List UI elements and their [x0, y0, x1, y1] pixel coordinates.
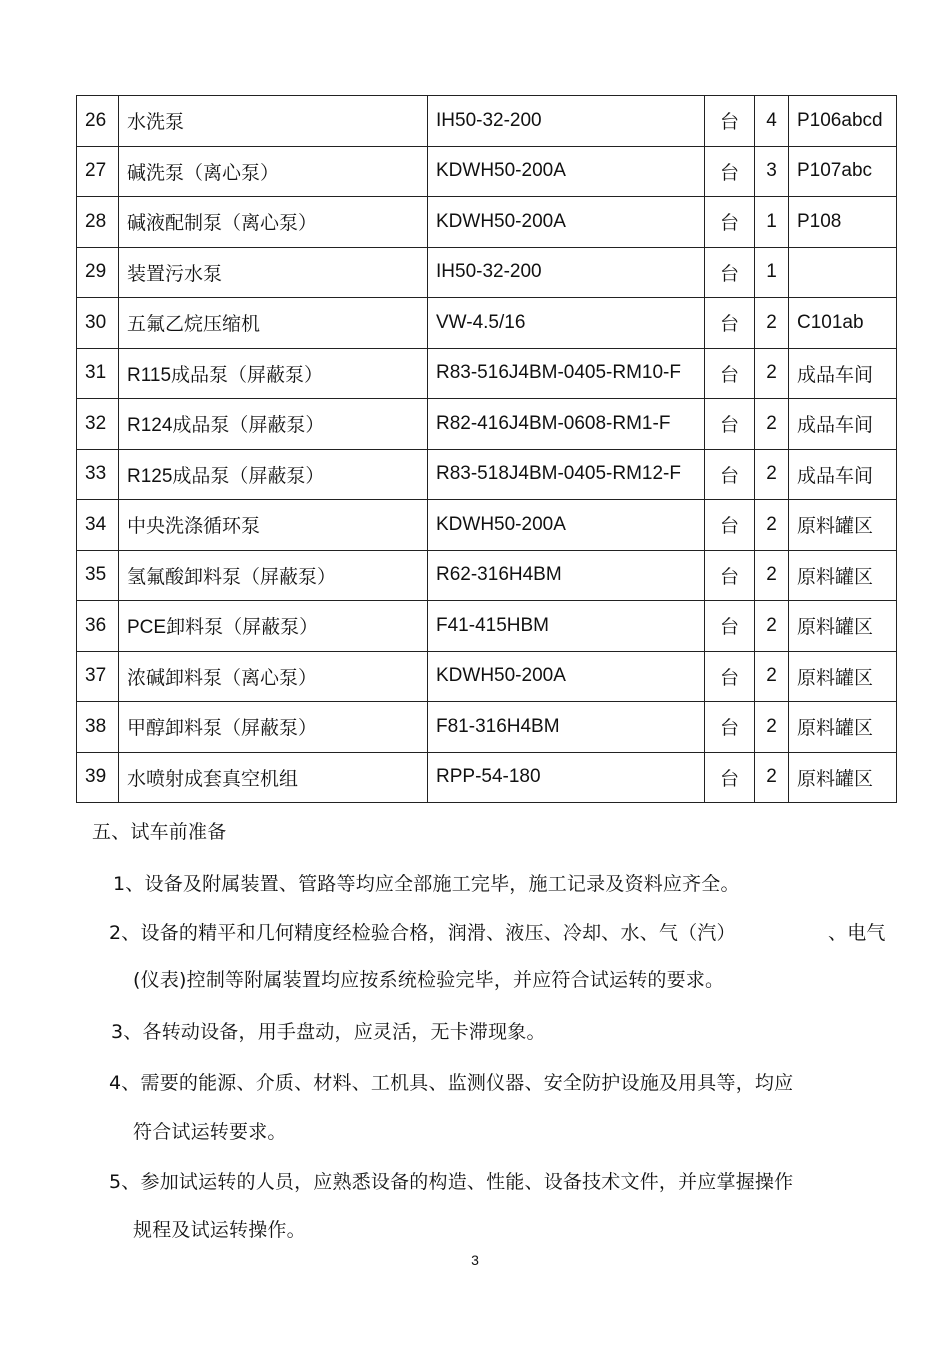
cell-name: PCE卸料泵（屏蔽泵） — [119, 601, 428, 652]
cell-unit: 台 — [705, 601, 755, 652]
cell-qty: 3 — [755, 146, 789, 197]
equipment-table-body — [77, 96, 897, 803]
cell-tag: P107abc — [789, 146, 897, 197]
cell-model: KDWH50-200A — [428, 500, 705, 551]
table-row — [77, 601, 897, 652]
cell-unit: 台 — [705, 752, 755, 803]
cell-no: 30 — [77, 298, 119, 349]
cell-unit: 台 — [705, 702, 755, 753]
table-row — [77, 752, 897, 803]
cell-unit: 台 — [705, 399, 755, 450]
cell-model: VW-4.5/16 — [428, 298, 705, 349]
prep-item-2-line-1-end: 、电气 — [828, 922, 886, 944]
cell-tag: 原料罐区 — [789, 651, 897, 702]
prep-item-2-line-1: 2、设备的精平和几何精度经检验合格，润滑、液压、冷却、水、气（汽） — [109, 922, 736, 944]
cell-name: R124成品泵（屏蔽泵） — [119, 399, 428, 450]
cell-tag: C101ab — [789, 298, 897, 349]
cell-qty: 2 — [755, 298, 789, 349]
cell-qty: 2 — [755, 550, 789, 601]
prep-item-5-line-2: 规程及试运转操作。 — [133, 1219, 306, 1241]
cell-model: R82-416J4BM-0608-RM1-F — [428, 399, 705, 450]
cell-tag: P108 — [789, 197, 897, 248]
table-row — [77, 651, 897, 702]
cell-no: 33 — [77, 449, 119, 500]
cell-no: 35 — [77, 550, 119, 601]
cell-name: 水喷射成套真空机组 — [119, 752, 428, 803]
cell-qty: 2 — [755, 449, 789, 500]
cell-no: 31 — [77, 348, 119, 399]
cell-unit: 台 — [705, 651, 755, 702]
table-row — [77, 197, 897, 248]
cell-tag: P106abcd — [789, 96, 897, 147]
cell-name: 碱洗泵（离心泵） — [119, 146, 428, 197]
cell-qty: 2 — [755, 752, 789, 803]
table-row — [77, 449, 897, 500]
cell-unit: 台 — [705, 146, 755, 197]
cell-unit: 台 — [705, 96, 755, 147]
cell-no: 39 — [77, 752, 119, 803]
cell-qty: 2 — [755, 500, 789, 551]
prep-item-3: 3、各转动设备，用手盘动，应灵活，无卡滞现象。 — [111, 1021, 546, 1043]
cell-qty: 2 — [755, 348, 789, 399]
cell-model: KDWH50-200A — [428, 651, 705, 702]
cell-qty: 2 — [755, 601, 789, 652]
cell-qty: 1 — [755, 247, 789, 298]
cell-tag: 原料罐区 — [789, 601, 897, 652]
cell-no: 28 — [77, 197, 119, 248]
table-row — [77, 702, 897, 753]
equipment-table — [76, 95, 897, 803]
cell-no: 29 — [77, 247, 119, 298]
table-row — [77, 550, 897, 601]
cell-no: 36 — [77, 601, 119, 652]
cell-no: 34 — [77, 500, 119, 551]
page-number: 3 — [471, 1252, 479, 1268]
cell-model: F41-415HBM — [428, 601, 705, 652]
table-row — [77, 247, 897, 298]
prep-item-2-line-2: (仪表)控制等附属装置均应按系统检验完毕，并应符合试运转的要求。 — [133, 969, 725, 991]
cell-qty: 4 — [755, 96, 789, 147]
cell-model: R83-516J4BM-0405-RM10-F — [428, 348, 705, 399]
cell-name: R115成品泵（屏蔽泵） — [119, 348, 428, 399]
section-heading: 五、试车前准备 — [92, 821, 227, 843]
cell-tag: 原料罐区 — [789, 550, 897, 601]
cell-model: R62-316H4BM — [428, 550, 705, 601]
table-row — [77, 96, 897, 147]
cell-tag — [789, 247, 897, 298]
cell-model: IH50-32-200 — [428, 96, 705, 147]
cell-tag: 原料罐区 — [789, 702, 897, 753]
prep-item-4-line-2: 符合试运转要求。 — [133, 1121, 287, 1143]
cell-name: 五氟乙烷压缩机 — [119, 298, 428, 349]
cell-name: 碱液配制泵（离心泵） — [119, 197, 428, 248]
cell-name: 中央洗涤循环泵 — [119, 500, 428, 551]
cell-model: KDWH50-200A — [428, 197, 705, 248]
cell-unit: 台 — [705, 298, 755, 349]
table-row — [77, 500, 897, 551]
cell-tag: 成品车间 — [789, 399, 897, 450]
cell-no: 38 — [77, 702, 119, 753]
cell-name: 水洗泵 — [119, 96, 428, 147]
cell-name: 装置污水泵 — [119, 247, 428, 298]
cell-name: 氢氟酸卸料泵（屏蔽泵） — [119, 550, 428, 601]
cell-name: R125成品泵（屏蔽泵） — [119, 449, 428, 500]
table-row — [77, 146, 897, 197]
cell-tag: 原料罐区 — [789, 752, 897, 803]
prep-item-4-line-1: 4、需要的能源、介质、材料、工机具、监测仪器、安全防护设施及用具等，均应 — [109, 1072, 794, 1094]
table-row — [77, 348, 897, 399]
prep-item-5-line-1: 5、参加试运转的人员，应熟悉设备的构造、性能、设备技术文件，并应掌握操作 — [109, 1171, 794, 1193]
cell-model: F81-316H4BM — [428, 702, 705, 753]
cell-unit: 台 — [705, 550, 755, 601]
prep-item-1: 1、设备及附属装置、管路等均应全部施工完毕，施工记录及资料应齐全。 — [113, 873, 740, 895]
cell-no: 27 — [77, 146, 119, 197]
cell-qty: 1 — [755, 197, 789, 248]
cell-unit: 台 — [705, 449, 755, 500]
cell-unit: 台 — [705, 197, 755, 248]
cell-no: 32 — [77, 399, 119, 450]
cell-qty: 2 — [755, 702, 789, 753]
cell-name: 甲醇卸料泵（屏蔽泵） — [119, 702, 428, 753]
cell-tag: 成品车间 — [789, 348, 897, 399]
table-row — [77, 399, 897, 450]
cell-unit: 台 — [705, 348, 755, 399]
cell-unit: 台 — [705, 247, 755, 298]
cell-name: 浓碱卸料泵（离心泵） — [119, 651, 428, 702]
table-row — [77, 298, 897, 349]
cell-tag: 成品车间 — [789, 449, 897, 500]
cell-no: 37 — [77, 651, 119, 702]
cell-no: 26 — [77, 96, 119, 147]
cell-model: RPP-54-180 — [428, 752, 705, 803]
cell-model: R83-518J4BM-0405-RM12-F — [428, 449, 705, 500]
cell-model: IH50-32-200 — [428, 247, 705, 298]
cell-qty: 2 — [755, 651, 789, 702]
cell-tag: 原料罐区 — [789, 500, 897, 551]
cell-model: KDWH50-200A — [428, 146, 705, 197]
cell-unit: 台 — [705, 500, 755, 551]
cell-qty: 2 — [755, 399, 789, 450]
